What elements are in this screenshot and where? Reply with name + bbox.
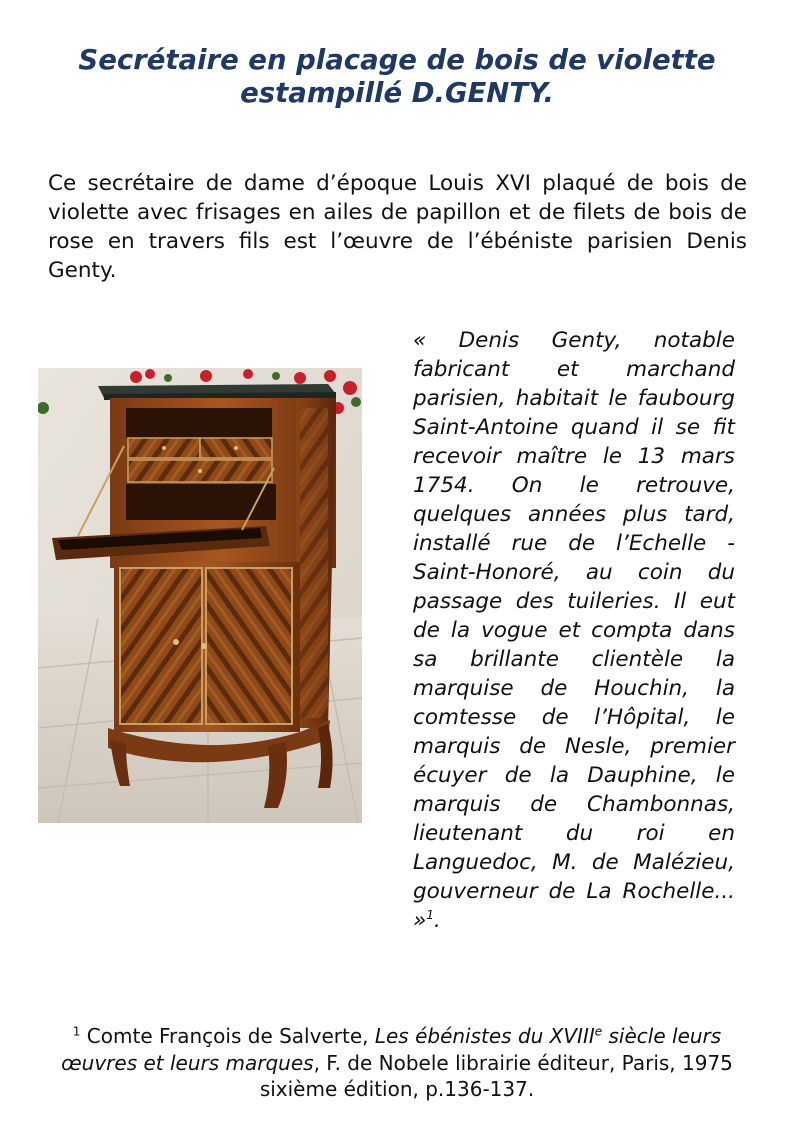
footnote xyxy=(36,1023,758,1103)
footnote-number: 1 xyxy=(72,1024,81,1039)
quote-paragraph xyxy=(413,326,735,935)
footnote-author: Comte François de Salverte, xyxy=(80,1024,375,1048)
secretaire-furniture-photo xyxy=(38,368,362,823)
quote-text: « Denis Genty, notable fabricant et marchand parisien, habitait le faubourg Saint-Antoine quand il se fit recevoir maître le 13 mars 1754. On le retrouve, quelques années plus tard, installé rue de l’Echelle -Saint-Honoré, au coin du passage des tuileries. Il eut de la vogue et compta dans sa brillante clientèle la marquise de Houchin, la comtesse de l’Hôpital, le marquis de Nesle, premier écuyer de la Dauphine, le marquis de Chambonnas, lieutenant du roi en Languedoc, M. de Malézieu, gouverneur de La Rochelle... » xyxy=(413,328,735,933)
footnote-reference[interactable]: 1 xyxy=(426,907,434,922)
footnote-work-part-1: Les ébénistes du XVIII xyxy=(374,1024,595,1048)
intro-paragraph: Ce secrétaire de dame d’époque Louis XVI plaqué de bois de violette avec frisages en ailes de papillon et de filets de bois de rose en travers fils est l’œuvre de l’ébéniste parisien Denis Genty. xyxy=(48,171,747,283)
page-title xyxy=(30,44,764,110)
title-line-1: Secrétaire en placage de bois de violette xyxy=(78,44,716,76)
quote-end: . xyxy=(433,908,441,933)
footnote-publisher: , F. de Nobele librairie éditeur, Paris, 1975 sixième édition, p.136-137. xyxy=(259,1050,733,1101)
title-line-2: estampillé D.GENTY. xyxy=(240,77,554,109)
footnote-work-part-2: siècle leurs œuvres et leurs marques xyxy=(61,1024,722,1075)
footnote-work-sup: e xyxy=(594,1024,603,1039)
